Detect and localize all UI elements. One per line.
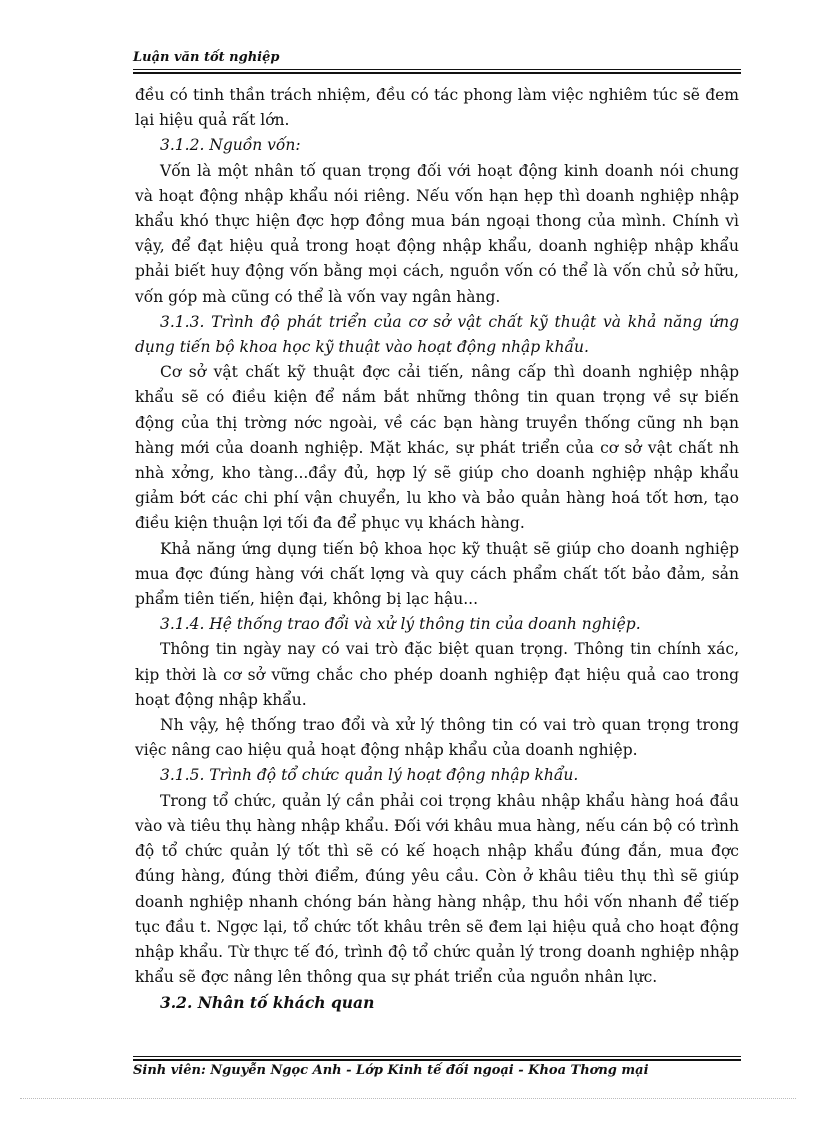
paragraph: Nh vậy, hệ thống trao đổi và xử lý thông tin có vai trò quan trọng trong việc nâng cao hiệu quả hoạt động nhập khẩu của doanh nghiệp. [135,716,739,760]
paragraph: Vốn là một nhân tố quan trọng đối với hoạt động kinh doanh nói chung và hoạt động nhập khẩu nói riêng. Nếu vốn hạn hẹp thì doanh nghiệp nhập khẩu khó thực hiện đợc hợp đồng mua bán ngoại thong của mình. Chính vì vậy, để đạt hiệu quả trong hoạt động nhập khẩu, doanh nghiệp nhập khẩu phải biết huy động vốn bằng mọi cách, nguồn vốn có thể là vốn chủ sở hữu, vốn góp mà cũng có thể là vốn vay ngân hàng. [135,161,739,306]
footer-rule-thick [133,1059,741,1061]
section-heading-bold: 3.2. Nhân tố khách quan [160,993,375,1013]
paragraph: Khả năng ứng dụng tiến bộ khoa học kỹ thuật sẽ giúp cho doanh nghiệp mua đợc đúng hàng với chất lợng và quy cách phẩm chất tốt bảo đảm, sản phẩm tiên tiến, hiện đại, không bị lạc hậu... [135,539,739,609]
header-rule-thin [133,69,741,70]
section-heading: 3.1.4. Hệ thống trao đổi và xử lý thông tin của doanh nghiệp. [160,615,641,634]
section-heading: 3.1.5. Trình độ tổ chức quản lý hoạt động nhập khẩu. [160,766,579,785]
running-header: Luận văn tốt nghiệp [133,50,280,65]
page-bottom-dotted-line [20,1098,796,1099]
paragraph: đều có tinh thần trách nhiệm, đều có tác phong làm việc nghiêm túc sẽ đem lại hiệu quả rất lớn. [135,86,739,130]
paragraph: Thông tin ngày nay có vai trò đặc biệt quan trọng. Thông tin chính xác, kịp thời là cơ sở vững chắc cho phép doanh nghiệp đạt hiệu quả cao trong hoạt động nhập khẩu. [135,640,739,709]
footer-rule-thin [133,1056,741,1057]
paragraph: Trong tổ chức, quản lý cần phải coi trọng khâu nhập khẩu hàng hoá đầu vào và tiêu thụ hàng nhập khẩu. Đối với khâu mua hàng, nếu cán bộ có trình độ tổ chức quản lý tốt thì sẽ có kế hoạch nhập khẩu đúng đắn, mua đợc đúng hàng, đúng thời điểm, đúng yêu cầu. Còn ở khâu tiêu thụ thì sẽ giúp doanh nghiệp nhanh chóng bán hàng hàng nhập, thu hồi vốn nhanh để tiếp tục đầu t. Ngợc lại, tổ chức tốt khâu trên sẽ đem lại hiệu quả cho hoạt động nhập khẩu. Từ thực tế đó, trình độ tổ chức quản lý trong doanh nghiệp nhập khẩu sẽ đợc nâng lên thông qua sự phát triển của nguồn nhân lực. [135,791,739,987]
body-text [135,83,739,1016]
paragraph: Cơ sở vật chất kỹ thuật đợc cải tiến, nâng cấp thì doanh nghiệp nhập khẩu sẽ có điều kiện để nắm bắt những thông tin quan trọng về sự biến động của thị trờng nớc ngoài, về các bạn hàng truyền thống cũng nh bạn hàng mới của doanh nghiệp. Mặt khác, sự phát triển của cơ sở vật chất nh nhà xởng, kho tàng...đầy đủ, hợp lý sẽ giúp cho doanh nghiệp nhập khẩu giảm bớt các chi phí vận chuyển, lu kho và bảo quản hàng hoá tốt hơn, tạo điều kiện thuận lợi tối đa để phục vụ khách hàng. [135,363,739,533]
section-heading: 3.1.3. Trình độ phát triển của cơ sở vật chất kỹ thuật và khả năng ứng dụng tiến bộ khoa học kỹ thuật vào hoạt động nhập khẩu. [135,312,739,357]
header-rule-thick [133,72,741,74]
running-footer: Sinh viên: Nguyễn Ngọc Anh - Lớp Kinh tế đối ngoại - Khoa Thơng mại [133,1063,649,1078]
section-heading: 3.1.2. Nguồn vốn: [160,136,301,155]
